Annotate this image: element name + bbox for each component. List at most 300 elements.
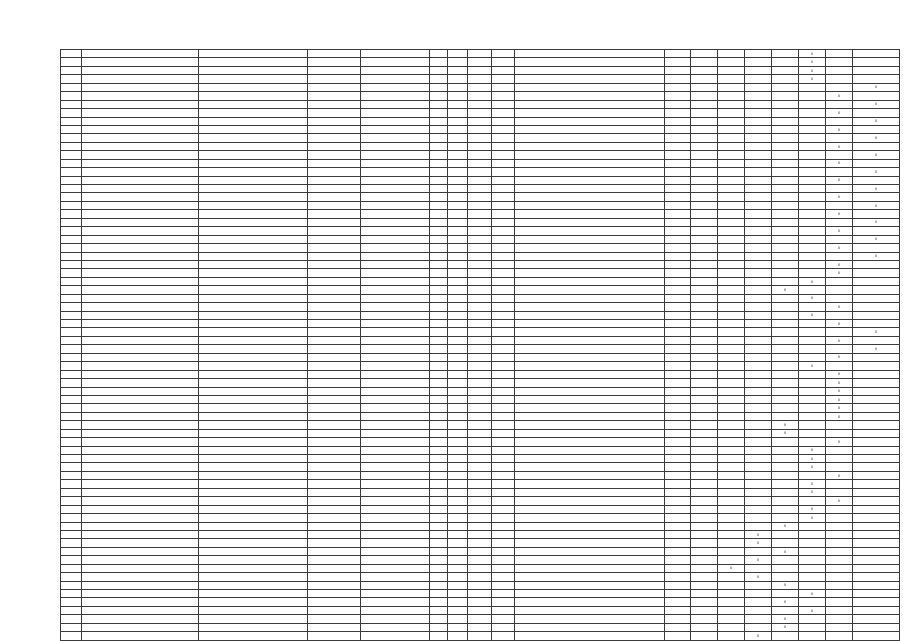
mark-cell [691, 109, 718, 117]
table-cell-area [468, 556, 492, 564]
table-cell-street [361, 286, 430, 294]
table-row [61, 176, 900, 184]
table-cell-house [430, 235, 448, 243]
mark-cell [853, 269, 900, 277]
table-cell-date [492, 573, 515, 581]
table-cell-id [61, 505, 82, 513]
mark-cell: X [799, 66, 826, 74]
table-cell-year [448, 92, 468, 100]
table-cell-settlement [199, 387, 308, 395]
table-cell-house [430, 311, 448, 319]
table-cell-street [361, 429, 430, 437]
table-cell-id [61, 573, 82, 581]
mark-cell [826, 421, 853, 429]
mark-cell [745, 446, 772, 454]
table-cell-id [61, 159, 82, 167]
table-row [61, 134, 900, 142]
table-cell-house [430, 227, 448, 235]
table-cell-year [448, 564, 468, 572]
table-cell-period [665, 623, 691, 631]
table-cell-id [61, 362, 82, 370]
table-cell-locality [308, 539, 361, 547]
mark-cell: X [826, 320, 853, 328]
mark-cell [772, 50, 799, 58]
table-cell-district [82, 598, 199, 606]
mark-cell [718, 218, 745, 226]
table-row [61, 168, 900, 176]
mark-cell [718, 294, 745, 302]
mark-cell [691, 438, 718, 446]
table-cell-area [468, 328, 492, 336]
mark-cell [691, 159, 718, 167]
mark-cell [853, 286, 900, 294]
table-cell-locality [308, 311, 361, 319]
table-cell-street [361, 471, 430, 479]
table-cell-street [361, 66, 430, 74]
table-cell-settlement [199, 117, 308, 125]
mark-cell [853, 581, 900, 589]
table-row [61, 151, 900, 159]
mark-cell [691, 564, 718, 572]
mark-cell [853, 404, 900, 412]
table-cell-house [430, 370, 448, 378]
mark-cell [826, 252, 853, 260]
table-cell-district [82, 201, 199, 209]
mark-cell [853, 463, 900, 471]
table-cell-street [361, 547, 430, 555]
mark-cell [691, 455, 718, 463]
table-row [61, 395, 900, 403]
mark-cell [718, 328, 745, 336]
table-row [61, 497, 900, 505]
mark-cell: X [826, 438, 853, 446]
table-cell-district [82, 92, 199, 100]
table-cell-house [430, 185, 448, 193]
table-cell-year [448, 522, 468, 530]
mark-cell: X [745, 539, 772, 547]
mark-cell [718, 623, 745, 631]
table-cell-works [515, 446, 665, 454]
table-cell-id [61, 142, 82, 150]
table-cell-date [492, 168, 515, 176]
mark-cell [772, 92, 799, 100]
table-cell-locality [308, 353, 361, 361]
table-cell-works [515, 83, 665, 91]
table-cell-locality [308, 590, 361, 598]
table-cell-year [448, 58, 468, 66]
table-cell-settlement [199, 632, 308, 640]
mark-cell [853, 497, 900, 505]
mark-cell: X [826, 395, 853, 403]
table-row [61, 210, 900, 218]
mark-cell [772, 142, 799, 150]
table-cell-works [515, 463, 665, 471]
mark-cell [853, 75, 900, 83]
table-cell-house [430, 260, 448, 268]
mark-cell [718, 539, 745, 547]
table-cell-area [468, 362, 492, 370]
table-cell-district [82, 455, 199, 463]
mark-cell: X [772, 598, 799, 606]
table-cell-house [430, 303, 448, 311]
mark-cell [718, 530, 745, 538]
table-cell-street [361, 379, 430, 387]
mark-cell [691, 311, 718, 319]
mark-cell [745, 497, 772, 505]
mark-cell [772, 269, 799, 277]
mark-cell [826, 117, 853, 125]
mark-cell [799, 218, 826, 226]
mark-cell: X [745, 632, 772, 640]
table-row [61, 125, 900, 133]
mark-cell [718, 412, 745, 420]
table-cell-district [82, 370, 199, 378]
table-cell-locality [308, 395, 361, 403]
table-row [61, 58, 900, 66]
mark-cell [745, 125, 772, 133]
table-cell-year [448, 311, 468, 319]
mark-cell [772, 58, 799, 66]
table-cell-settlement [199, 320, 308, 328]
table-cell-period [665, 227, 691, 235]
table-cell-settlement [199, 227, 308, 235]
mark-cell: X [853, 345, 900, 353]
table-cell-house [430, 564, 448, 572]
table-cell-year [448, 201, 468, 209]
table-cell-period [665, 134, 691, 142]
mark-cell [772, 336, 799, 344]
table-cell-locality [308, 92, 361, 100]
mark-cell [745, 109, 772, 117]
mark-cell [745, 294, 772, 302]
table-cell-date [492, 623, 515, 631]
table-cell-street [361, 303, 430, 311]
mark-cell: X [853, 168, 900, 176]
mark-cell [772, 556, 799, 564]
mark-cell: X [826, 303, 853, 311]
table-cell-id [61, 547, 82, 555]
mark-cell [718, 581, 745, 589]
table-cell-year [448, 573, 468, 581]
mark-cell [745, 151, 772, 159]
table-row [61, 623, 900, 631]
table-cell-area [468, 151, 492, 159]
table-cell-date [492, 505, 515, 513]
mark-cell [799, 497, 826, 505]
mark-cell [853, 395, 900, 403]
mark-cell [826, 66, 853, 74]
mark-cell [772, 514, 799, 522]
mark-cell [772, 109, 799, 117]
mark-cell [718, 83, 745, 91]
mark-cell [826, 488, 853, 496]
mark-cell [772, 564, 799, 572]
table-cell-settlement [199, 151, 308, 159]
table-cell-street [361, 421, 430, 429]
mark-cell [799, 421, 826, 429]
table-cell-locality [308, 547, 361, 555]
table-cell-area [468, 260, 492, 268]
table-cell-settlement [199, 539, 308, 547]
table-cell-locality [308, 497, 361, 505]
table-row [61, 590, 900, 598]
mark-cell [745, 581, 772, 589]
table-cell-house [430, 168, 448, 176]
table-cell-year [448, 606, 468, 614]
table-cell-year [448, 590, 468, 598]
mark-cell [691, 269, 718, 277]
table-cell-district [82, 522, 199, 530]
mark-cell [853, 387, 900, 395]
mark-cell [772, 412, 799, 420]
mark-cell: X [826, 269, 853, 277]
table-cell-id [61, 294, 82, 302]
table-cell-settlement [199, 303, 308, 311]
mark-cell [718, 277, 745, 285]
mark-cell [745, 159, 772, 167]
table-cell-id [61, 58, 82, 66]
mark-cell [799, 185, 826, 193]
mark-cell [772, 151, 799, 159]
table-row [61, 421, 900, 429]
mark-cell: X [826, 497, 853, 505]
mark-cell [772, 235, 799, 243]
table-cell-area [468, 598, 492, 606]
table-cell-year [448, 412, 468, 420]
mark-cell [772, 277, 799, 285]
table-cell-year [448, 109, 468, 117]
mark-cell [718, 269, 745, 277]
mark-cell [718, 92, 745, 100]
table-cell-period [665, 100, 691, 108]
mark-cell [718, 303, 745, 311]
mark-cell [691, 286, 718, 294]
table-cell-area [468, 168, 492, 176]
table-cell-date [492, 193, 515, 201]
mark-cell [691, 134, 718, 142]
table-cell-district [82, 429, 199, 437]
mark-cell: X [718, 564, 745, 572]
table-row [61, 547, 900, 555]
table-row [61, 379, 900, 387]
mark-cell [691, 412, 718, 420]
table-cell-year [448, 455, 468, 463]
table-cell-settlement [199, 590, 308, 598]
table-cell-works [515, 66, 665, 74]
table-cell-district [82, 328, 199, 336]
table-cell-district [82, 632, 199, 640]
mark-cell [745, 100, 772, 108]
mark-cell [691, 117, 718, 125]
table-cell-street [361, 488, 430, 496]
table-cell-works [515, 514, 665, 522]
table-cell-works [515, 336, 665, 344]
mark-cell [772, 117, 799, 125]
table-cell-settlement [199, 598, 308, 606]
table-cell-period [665, 379, 691, 387]
mark-cell [853, 632, 900, 640]
table-cell-settlement [199, 581, 308, 589]
mark-cell [745, 185, 772, 193]
table-cell-house [430, 395, 448, 403]
table-cell-house [430, 218, 448, 226]
mark-cell [691, 125, 718, 133]
table-cell-area [468, 218, 492, 226]
table-cell-period [665, 75, 691, 83]
mark-cell [799, 252, 826, 260]
table-cell-house [430, 210, 448, 218]
table-cell-locality [308, 606, 361, 614]
mark-cell [772, 252, 799, 260]
mark-cell [691, 320, 718, 328]
table-cell-works [515, 353, 665, 361]
table-cell-period [665, 370, 691, 378]
table-cell-area [468, 547, 492, 555]
table-cell-period [665, 320, 691, 328]
mark-cell [772, 159, 799, 167]
mark-cell [691, 277, 718, 285]
table-cell-id [61, 395, 82, 403]
mark-cell: X [853, 100, 900, 108]
table-row [61, 539, 900, 547]
table-cell-year [448, 497, 468, 505]
table-cell-locality [308, 193, 361, 201]
table-cell-house [430, 530, 448, 538]
mark-cell [718, 227, 745, 235]
table-cell-period [665, 66, 691, 74]
table-cell-works [515, 125, 665, 133]
mark-cell [718, 252, 745, 260]
table-cell-period [665, 244, 691, 252]
table-cell-date [492, 109, 515, 117]
mark-cell [745, 522, 772, 530]
table-cell-period [665, 556, 691, 564]
mark-cell [826, 328, 853, 336]
table-cell-id [61, 615, 82, 623]
table-cell-street [361, 109, 430, 117]
mark-cell [745, 83, 772, 91]
table-cell-district [82, 547, 199, 555]
table-cell-street [361, 497, 430, 505]
table-cell-district [82, 151, 199, 159]
mark-cell [691, 210, 718, 218]
mark-cell: X [826, 379, 853, 387]
table-cell-district [82, 320, 199, 328]
table-cell-house [430, 598, 448, 606]
mark-cell [853, 412, 900, 420]
table-cell-works [515, 227, 665, 235]
table-cell-house [430, 632, 448, 640]
table-cell-period [665, 404, 691, 412]
mark-cell [799, 328, 826, 336]
mark-cell: X [853, 117, 900, 125]
mark-cell [691, 471, 718, 479]
table-cell-district [82, 446, 199, 454]
table-cell-id [61, 623, 82, 631]
table-cell-locality [308, 100, 361, 108]
table-cell-year [448, 446, 468, 454]
mark-cell [745, 311, 772, 319]
table-cell-id [61, 277, 82, 285]
table-cell-settlement [199, 362, 308, 370]
table-cell-locality [308, 277, 361, 285]
table-cell-street [361, 244, 430, 252]
mark-cell [691, 260, 718, 268]
mark-cell [826, 83, 853, 91]
table-cell-settlement [199, 235, 308, 243]
table-cell-period [665, 252, 691, 260]
table-cell-period [665, 269, 691, 277]
table-row [61, 446, 900, 454]
mark-cell [826, 522, 853, 530]
mark-cell [772, 311, 799, 319]
mark-cell [691, 168, 718, 176]
table-row [61, 505, 900, 513]
mark-cell [691, 252, 718, 260]
table-cell-district [82, 83, 199, 91]
table-cell-period [665, 142, 691, 150]
table-cell-street [361, 623, 430, 631]
table-row [61, 328, 900, 336]
table-cell-locality [308, 530, 361, 538]
table-cell-year [448, 210, 468, 218]
table-cell-settlement [199, 336, 308, 344]
mark-cell [691, 100, 718, 108]
table-cell-id [61, 303, 82, 311]
table-cell-district [82, 159, 199, 167]
table-cell-date [492, 455, 515, 463]
mark-cell [826, 623, 853, 631]
table-cell-period [665, 362, 691, 370]
mark-cell [718, 421, 745, 429]
table-row [61, 159, 900, 167]
mark-cell [691, 83, 718, 91]
table-cell-year [448, 488, 468, 496]
table-row [61, 488, 900, 496]
mark-cell [718, 590, 745, 598]
table-cell-settlement [199, 446, 308, 454]
table-cell-id [61, 320, 82, 328]
table-cell-settlement [199, 480, 308, 488]
table-cell-settlement [199, 404, 308, 412]
mark-cell [853, 606, 900, 614]
mark-cell [718, 598, 745, 606]
mark-cell: X [772, 615, 799, 623]
table-cell-area [468, 539, 492, 547]
table-cell-street [361, 142, 430, 150]
table-row [61, 201, 900, 209]
table-cell-district [82, 109, 199, 117]
table-cell-year [448, 353, 468, 361]
table-cell-street [361, 412, 430, 420]
table-cell-district [82, 168, 199, 176]
table-cell-district [82, 581, 199, 589]
table-cell-settlement [199, 573, 308, 581]
table-cell-street [361, 311, 430, 319]
table-cell-area [468, 303, 492, 311]
mark-cell [691, 421, 718, 429]
table-cell-street [361, 556, 430, 564]
table-cell-date [492, 117, 515, 125]
table-cell-district [82, 530, 199, 538]
table-cell-settlement [199, 615, 308, 623]
table-cell-street [361, 615, 430, 623]
mark-cell [853, 379, 900, 387]
table-cell-locality [308, 564, 361, 572]
mark-cell [799, 303, 826, 311]
mark-cell [718, 185, 745, 193]
mark-cell [772, 83, 799, 91]
